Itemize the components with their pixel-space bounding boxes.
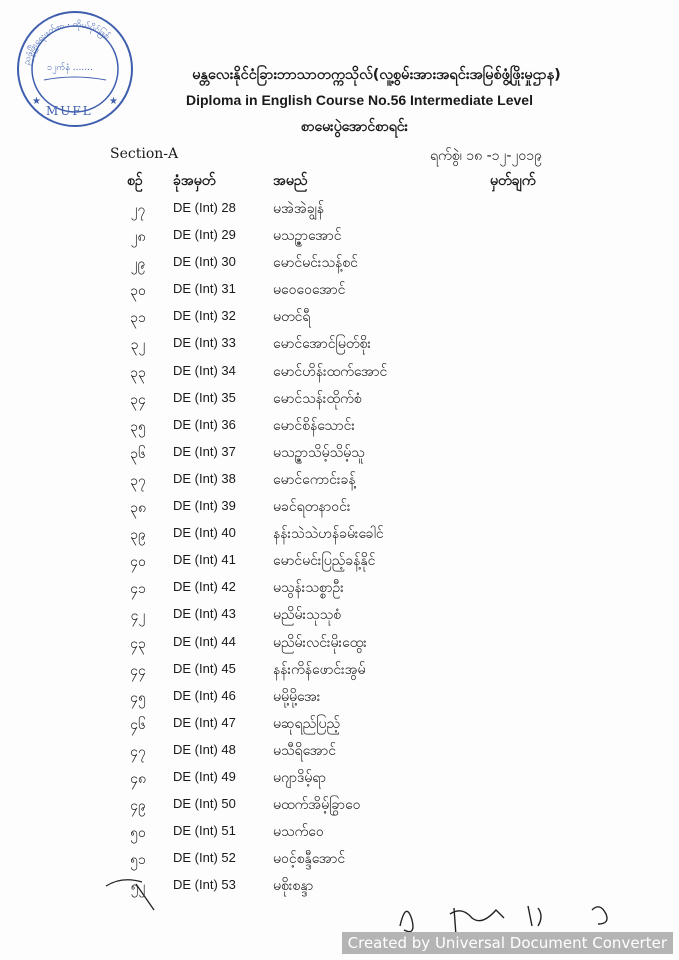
row-name: မဆုရည်ပြည့် — [273, 715, 340, 732]
row-name: မအဲအဲချွန် — [273, 201, 325, 217]
row-name: နန်းသဲသဲဟန်ခမ်းခေါင် — [273, 526, 384, 543]
table-row — [0, 440, 679, 467]
svg-text:★: ★ — [32, 96, 41, 107]
table-row — [0, 196, 679, 223]
row-roll: DE (Int) 42 — [173, 579, 236, 595]
table-row — [0, 846, 679, 873]
row-roll: DE (Int) 36 — [173, 416, 236, 432]
course-title: Diploma in English Course No.56 Intermediate Level — [186, 92, 533, 108]
row-no: ၄၉ — [130, 798, 146, 815]
row-no: ၃၆ — [130, 445, 146, 462]
row-roll: DE (Int) 33 — [173, 335, 236, 351]
row-no: ၃၇ — [130, 472, 146, 489]
table-row — [0, 331, 679, 358]
row-roll: DE (Int) 40 — [173, 525, 236, 541]
row-no: ၃၅ — [130, 418, 146, 435]
column-header-no: စဉ် — [127, 173, 143, 189]
row-name: မဂျာဒိမ့်ရာ — [273, 769, 327, 786]
row-name: မထက်အိမ့်ခြွာဝေ — [273, 797, 361, 814]
row-roll: DE (Int) 46 — [173, 687, 236, 703]
row-no: ၄၅ — [130, 689, 146, 706]
row-no: ၄၄ — [130, 662, 146, 679]
row-no: ၄၃ — [130, 635, 146, 652]
document-subtitle: စာမေးပွဲအောင်စာရင်း — [300, 119, 409, 135]
row-name: မောင်ကောင်းခန့် — [273, 471, 356, 488]
row-name: မခင်ရတနာဝင်း — [273, 499, 351, 516]
row-name: မစိုးစန္ဒာ — [273, 878, 314, 895]
table-row — [0, 413, 679, 440]
table-row — [0, 359, 679, 386]
row-name: မဝင့်စန္ဒီအောင် — [273, 851, 346, 868]
row-no: ၅၂ — [130, 879, 146, 896]
row-no: ၄၆ — [130, 716, 146, 733]
table-row — [0, 711, 679, 738]
row-roll: DE (Int) 41 — [173, 552, 236, 568]
row-roll: DE (Int) 31 — [173, 281, 236, 297]
row-no: ၃၉ — [130, 527, 146, 544]
row-name: မောင်မင်းသန့်စင် — [273, 255, 358, 272]
row-roll: DE (Int) 48 — [173, 741, 236, 757]
converter-watermark: Created by Universal Document Converter — [342, 932, 673, 954]
row-no: ၂၈ — [130, 229, 146, 246]
row-no: ၃၀ — [130, 283, 146, 300]
row-name: နန်းကိန်ဖောင်းအွမ် — [273, 661, 366, 678]
row-roll: DE (Int) 43 — [173, 606, 236, 622]
section-label: Section-A — [110, 146, 179, 162]
column-header-remark: မှတ်ချက် — [490, 173, 536, 189]
table-row — [0, 386, 679, 413]
table-row — [0, 819, 679, 846]
row-name: မောင်သန်းထိုက်စံ — [273, 390, 362, 407]
results-table — [0, 196, 679, 900]
row-no: ၃၄ — [130, 391, 146, 408]
row-no: ၃၃ — [130, 364, 146, 381]
table-row — [0, 738, 679, 765]
table-row — [0, 277, 679, 304]
table-row — [0, 630, 679, 657]
table-row — [0, 521, 679, 548]
row-roll: DE (Int) 37 — [173, 443, 236, 459]
row-no: ၅၁ — [130, 852, 146, 869]
row-name: မောင်မင်းပြည့်ခန့်နိုင် — [273, 553, 376, 570]
row-roll: DE (Int) 35 — [173, 389, 236, 405]
row-roll: DE (Int) 39 — [173, 498, 236, 514]
row-name: မမို့မို့အေး — [273, 688, 321, 705]
row-roll: DE (Int) 32 — [173, 308, 236, 324]
table-row — [0, 684, 679, 711]
row-name: မသဥ္ဇာအောင် — [273, 228, 342, 245]
svg-text:ညဖွံ့ဖြိုးရေးဖတ်စာ · ကိုယ်ပိုင: ညဖွံ့ဖြိုးရေးဖတ်စာ · ကိုယ်ပိုင်ဖြစ် — [21, 19, 112, 67]
svg-text:၁၂က်နံ .......: ၁၂က်နံ ....... — [47, 63, 93, 73]
row-roll: DE (Int) 30 — [173, 254, 236, 270]
row-name: မညိမ်းလင်းမိုးထွေး — [273, 634, 367, 651]
svg-text:★: ★ — [109, 96, 118, 107]
row-roll: DE (Int) 49 — [173, 768, 236, 784]
row-name: မသွန်းသစ္စာဦး — [273, 580, 344, 597]
table-row — [0, 548, 679, 575]
row-no: ၄၂ — [130, 608, 146, 625]
row-no: ၄၁ — [130, 581, 146, 598]
row-roll: DE (Int) 45 — [173, 660, 236, 676]
row-no: ၄၈ — [130, 770, 146, 787]
row-roll: DE (Int) 50 — [173, 796, 236, 812]
row-no: ၂၇ — [130, 202, 146, 218]
row-no: ၂၉ — [130, 256, 146, 273]
row-roll: DE (Int) 53 — [173, 877, 236, 893]
row-no: ၃၁ — [130, 310, 146, 327]
table-row — [0, 765, 679, 792]
column-header-roll: ခုံအမှတ် — [173, 173, 216, 189]
table-row — [0, 792, 679, 819]
row-name: မောင်ဟိန်းထက်အောင် — [273, 363, 388, 380]
row-no: ၄၀ — [130, 554, 146, 571]
table-row — [0, 304, 679, 331]
row-roll: DE (Int) 44 — [173, 633, 236, 649]
table-row — [0, 223, 679, 250]
row-name: မောင်အောင်မြတ်စိုး — [273, 336, 371, 353]
row-no: ၃၂ — [130, 337, 146, 354]
row-no: ၅၀ — [130, 825, 146, 842]
row-name: မတင်ရီ — [273, 309, 311, 326]
row-name: မဝေဝေအောင် — [273, 282, 346, 299]
row-roll: DE (Int) 38 — [173, 470, 236, 486]
row-name: မသဥ္ဇာသိမ့်သိမ့်သူ — [273, 444, 365, 461]
row-roll: DE (Int) 52 — [173, 850, 236, 866]
row-name: မသက်ဝေ — [273, 824, 324, 841]
document-date: ရက်စွဲ၊ ၁၈ -၁၂-၂၀၁၉ — [430, 148, 542, 164]
seal-label: MUFL — [46, 104, 93, 118]
row-name: မောင်စိန်သောင်း — [273, 417, 355, 434]
table-row — [0, 494, 679, 521]
table-row — [0, 467, 679, 494]
row-roll: DE (Int) 34 — [173, 362, 236, 378]
row-no: ၃၈ — [130, 500, 146, 517]
table-row — [0, 657, 679, 684]
row-roll: DE (Int) 51 — [173, 823, 236, 839]
table-row — [0, 602, 679, 629]
handwritten-mark-icon — [102, 872, 162, 914]
column-header-name: အမည် — [273, 173, 308, 189]
row-roll: DE (Int) 28 — [173, 200, 236, 215]
row-name: မညိမ်းသုသုစံ — [273, 607, 342, 624]
row-no: ၄၇ — [130, 743, 146, 760]
row-name: မသီရိအောင် — [273, 742, 336, 759]
institution-title: မန္တလေးနိုင်ငံခြားဘာသာတက္ကသိုလ်(လူ့စွမ်းအားအရင်းအမြစ်ဖွံ့ဖြိုးမှုဌာန) — [192, 67, 561, 83]
table-row — [0, 575, 679, 602]
row-roll: DE (Int) 29 — [173, 227, 236, 243]
table-row — [0, 250, 679, 277]
row-roll: DE (Int) 47 — [173, 714, 236, 730]
